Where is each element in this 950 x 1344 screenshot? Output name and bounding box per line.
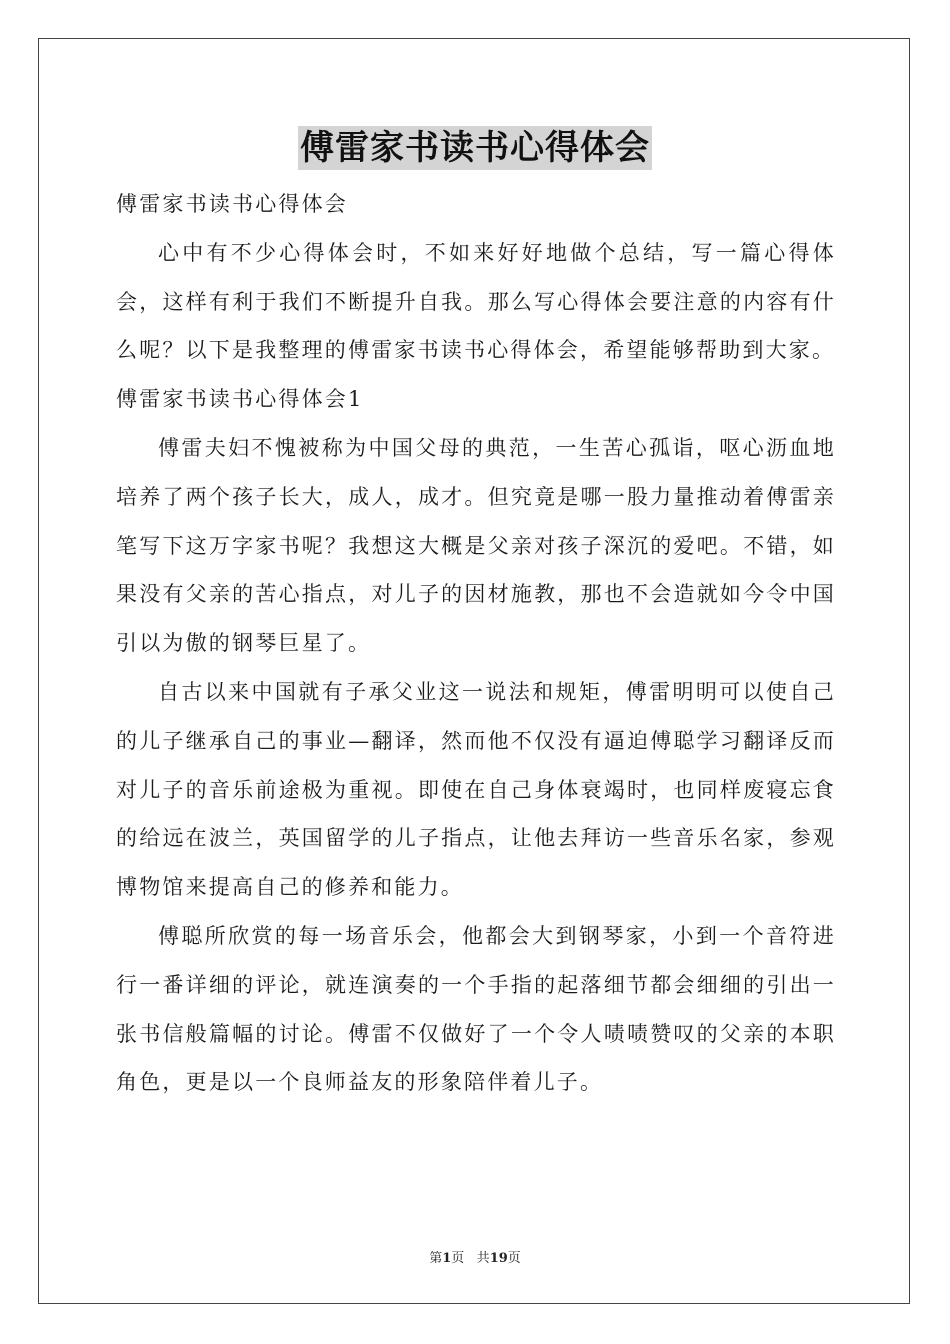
footer-page-number: 1 xyxy=(442,1251,452,1266)
paragraph-section-heading: 傅雷家书读书心得体会1 xyxy=(116,387,364,412)
paragraph-body-1: 傅雷夫妇不愧被称为中国父母的典范，一生苦心孤诣，呕心沥血地培养了两个孩子长大，成人，成才。但究竟是哪一股力量推动着傅雷亲笔写下这万字家书呢？我想这大概是父亲对孩子深沉的爱吧。不错，如果没有父亲的苦心指点，对儿子的因材施教，那也不会造就如今令中国引以为傲的钢琴巨星了。 xyxy=(116,435,836,656)
paragraph-subtitle: 傅雷家书读书心得体会 xyxy=(116,192,348,216)
footer-prefix: 第 xyxy=(429,1251,443,1266)
footer-total-pages: 19 xyxy=(489,1251,508,1266)
paragraph-body-3: 傅聪所欣赏的每一场音乐会，他都会大到钢琴家，小到一个音符进行一番详细的评论，就连演奏的一个手指的起落细节都会细细的引出一张书信般篇幅的讨论。傅雷不仅做好了一个令人啧啧赞叹的父亲的本职角色，更是以一个良师益友的形象陪伴着儿子。 xyxy=(116,923,836,1095)
document-body xyxy=(116,180,836,1107)
paragraph-intro: 心中有不少心得体会时，不如来好好地做个总结，写一篇心得体会，这样有利于我们不断提升自我。那么写心得体会要注意的内容有什么呢？以下是我整理的傅雷家书读书心得体会，希望能够帮助到大家。 xyxy=(116,240,836,363)
page-footer xyxy=(0,1247,950,1266)
footer-total-suffix: 页 xyxy=(507,1251,521,1266)
title-container xyxy=(0,126,950,170)
footer-page-suffix: 页 xyxy=(451,1251,465,1266)
document-title: 傅雷家书读书心得体会 xyxy=(300,128,650,168)
footer-total-prefix: 共 xyxy=(476,1251,490,1266)
paragraph-body-2: 自古以来中国就有子承父业这一说法和规矩，傅雷明明可以使自己的儿子继承自己的事业—翻译，然而他不仅没有逼迫傅聪学习翻译反而对儿子的音乐前途极为重视。即使在自己身体衰竭时，也同样废寝忘食的给远在波兰，英国留学的儿子指点，让他去拜访一些音乐名家，参观博物馆来提高自己的修养和能力。 xyxy=(116,679,836,900)
